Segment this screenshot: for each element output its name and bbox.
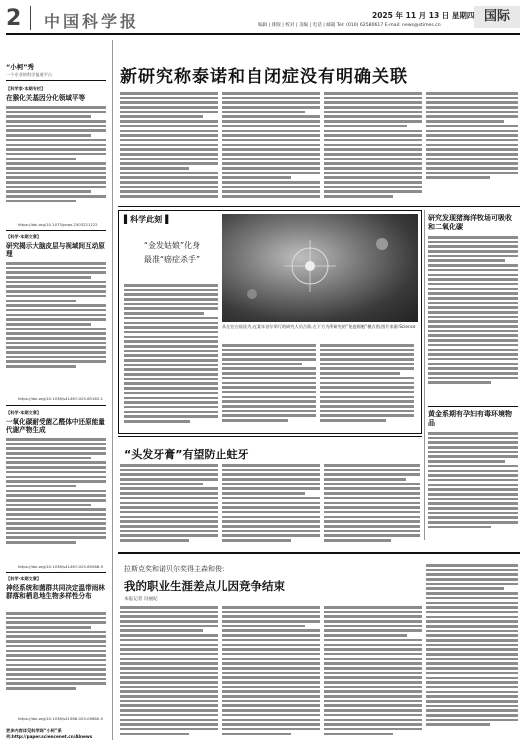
newspaper-logo: 中国科学报 (44, 12, 140, 31)
right-article-body (428, 236, 518, 386)
sidebar-item-title: 研究揭示大脑皮层与视域间互动原理 (6, 242, 105, 258)
sidebar-item-tag: 【科学·本期文章】 (6, 410, 42, 415)
sidebar-rule (6, 80, 106, 81)
right-column-divider (424, 210, 425, 540)
sidebar-rule (6, 572, 106, 573)
feature-body (320, 344, 414, 424)
sidebar-column-title: “小柯”秀 (6, 63, 35, 71)
feature-quote-line-2: 最准“癌症杀手” (143, 255, 201, 264)
section-rule (118, 552, 520, 554)
bottom-article-body (120, 606, 218, 737)
article-body (222, 92, 320, 200)
feature-column-label: ▌科学此刻▐ (124, 215, 169, 224)
sidebar-footer[interactable]: 更多内容详见科学网“小柯”系列:http://paper.sciencenet.cn/AInews (6, 728, 93, 739)
sidebar-item-tag: 【科学·本期文章】 (6, 234, 42, 239)
sidebar-item-title: 在猴化关基因分化领域平等 (6, 94, 86, 102)
sidebar-item-tag: 【科学家·本期专栏】 (6, 86, 46, 91)
article-body (426, 92, 518, 181)
feature-body (124, 284, 218, 425)
bottom-kicker: 拉斯克奖和诺贝尔奖得主森和俊: (124, 565, 225, 573)
sidebar-item-tag: 【科学·本期文章】 (6, 576, 42, 581)
section-rule (118, 206, 520, 207)
sidebar-item-title: 一氧化碳耐受菌乙醛体中还原能量代谢产物生成 (6, 418, 105, 434)
sidebar-item-body (6, 262, 106, 370)
feature-body (222, 344, 316, 424)
sidebar-item-url[interactable]: https://doi.org/10.1073/pnas.2503221122 (18, 222, 98, 227)
sidebar-column-subtitle: 一个专业的科学报道平台 (6, 72, 53, 77)
contact-line: 编辑 | 排版 | 校对 | 美编 | 电话 | 邮箱 Tel: (010) 62580617 E-mail: news@stimes.cn (258, 23, 441, 28)
left-column-divider (112, 40, 113, 740)
feature-photo (222, 214, 418, 322)
sidebar-item-body (6, 612, 106, 692)
page-number: 2 (6, 6, 22, 31)
middle-article-body (324, 464, 420, 544)
sidebar-item-url[interactable]: https://doi.org/10.1038/s41586-025-09680-5 (18, 716, 103, 721)
sidebar-item-body (6, 438, 106, 546)
bottom-article-body (426, 564, 518, 728)
sidebar-item-title: 神经系统和菌群共同决定温带雨林群落和栖息地生物多样性分布 (6, 584, 105, 600)
sidebar-item-url[interactable]: https://doi.org/10.1038/s41467-025-65068-9 (18, 564, 103, 569)
middle-headline: “头发牙膏”有望防止蛀牙 (124, 448, 249, 461)
article-body (120, 92, 218, 200)
right-article-body (428, 432, 518, 530)
bottom-article-body (222, 606, 320, 737)
main-headline: 新研究称泰诺和自闭症没有明确关联 (120, 67, 408, 87)
middle-article-body (120, 464, 218, 544)
bottom-byline: 本报记者 冯丽妃 (124, 597, 158, 602)
sidebar-rule (6, 405, 106, 406)
middle-article-body (222, 464, 320, 544)
masthead-rule (6, 33, 520, 35)
crosshair-graphic (222, 214, 418, 322)
issue-date: 2025 年 11 月 13 日 星期四 (372, 11, 475, 20)
page-number-divider (30, 6, 31, 30)
bottom-headline: 我的职业生涯差点儿因竞争结束 (124, 579, 285, 593)
right-headline-2: 黄金系期有孕妇有毒环境物品 (428, 410, 512, 427)
feature-quote-line-1: “金发姑娘”化身 (143, 241, 201, 250)
section-label: 国际 (474, 6, 520, 28)
bottom-article-body (324, 606, 422, 737)
sidebar-item-url[interactable]: https://doi.org/10.1038/s41467-025-65163-1 (18, 396, 103, 401)
section-rule (118, 436, 422, 437)
right-rule (428, 406, 518, 407)
photo-caption: 从左往右依次为,在某年首尔举行的研究人员合影,左下方为所研究的“免疫细胞”模式图,图片来源:Science (222, 324, 416, 329)
right-headline: 研究发现猪海洋牧场可吸收和二氧化碳 (428, 214, 512, 231)
sidebar-item-body (6, 106, 106, 204)
article-body (324, 92, 422, 200)
sidebar-rule (6, 230, 106, 231)
